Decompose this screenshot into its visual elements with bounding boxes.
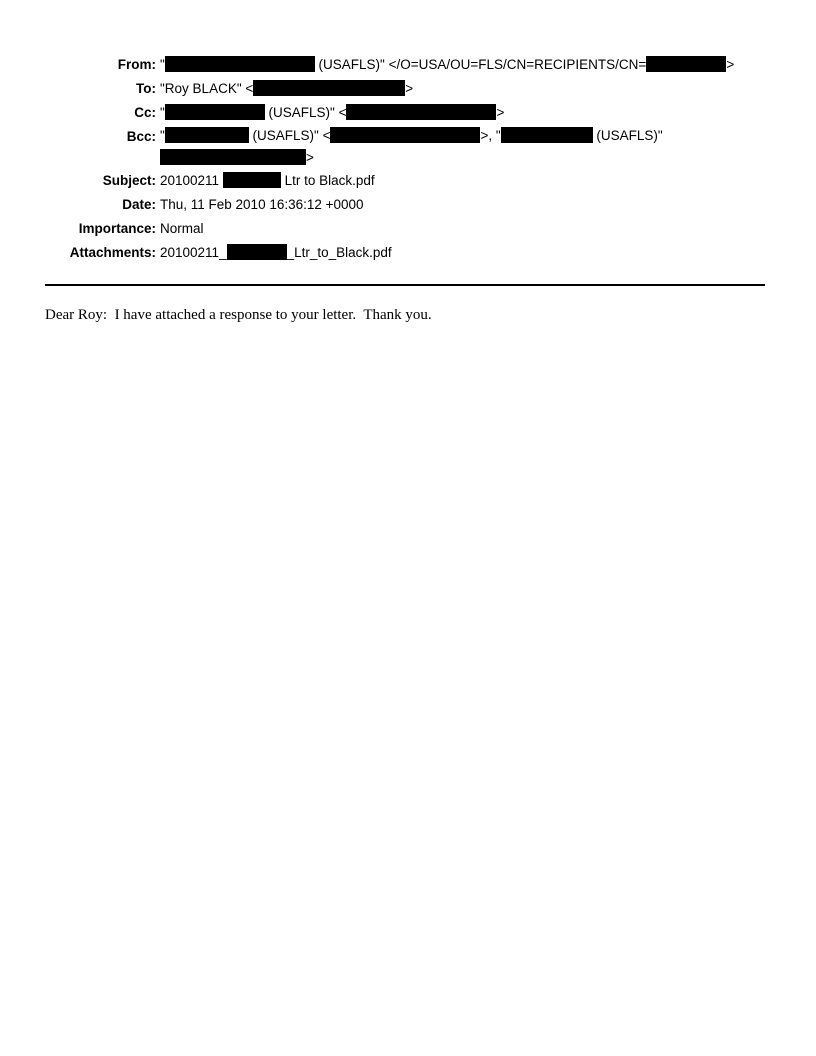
redaction-box [165,56,315,72]
attachments-label: Attachments: [69,245,156,260]
cc-label: Cc: [134,105,156,120]
cc-row [0,101,816,125]
attachments-row [0,241,816,265]
cc-value: " (USAFLS)" < > [160,105,505,120]
redaction-box [330,127,480,143]
attachments-value: 20100211_ _Ltr_to_Black.pdf [160,245,392,260]
redaction-box [346,104,496,120]
redaction-box [160,149,306,165]
redaction-box [165,104,265,120]
to-value: "Roy BLACK" < > [160,81,414,96]
redaction-box [646,56,726,72]
importance-label: Importance: [78,221,156,236]
message-body: Dear Roy: I have attached a response to your letter. Thank you. [45,307,432,323]
redaction-box [223,172,281,188]
importance-value: Normal [160,221,204,236]
from-value: " (USAFLS)" </O=USA/OU=FLS/CN=RECIPIENTS/CN= > [160,57,735,72]
email-header [0,53,816,265]
date-value: Thu, 11 Feb 2010 16:36:12 +0000 [160,197,364,212]
importance-row [0,217,816,241]
header-divider [45,284,765,286]
redaction-box [253,80,405,96]
subject-row [0,169,816,193]
subject-label: Subject: [102,173,156,188]
redaction-box [501,127,593,143]
bcc-value: " (USAFLS)" < >, " (USAFLS)" > [160,128,663,165]
from-row [0,53,816,77]
redaction-box [165,127,249,143]
to-row [0,77,816,101]
from-label: From: [117,57,156,72]
redaction-box [227,244,287,260]
subject-value: 20100211 Ltr to Black.pdf [160,173,375,188]
date-row [0,193,816,217]
bcc-row [0,125,816,169]
to-label: To: [136,81,156,96]
date-label: Date: [122,197,156,212]
bcc-label: Bcc: [126,129,156,144]
